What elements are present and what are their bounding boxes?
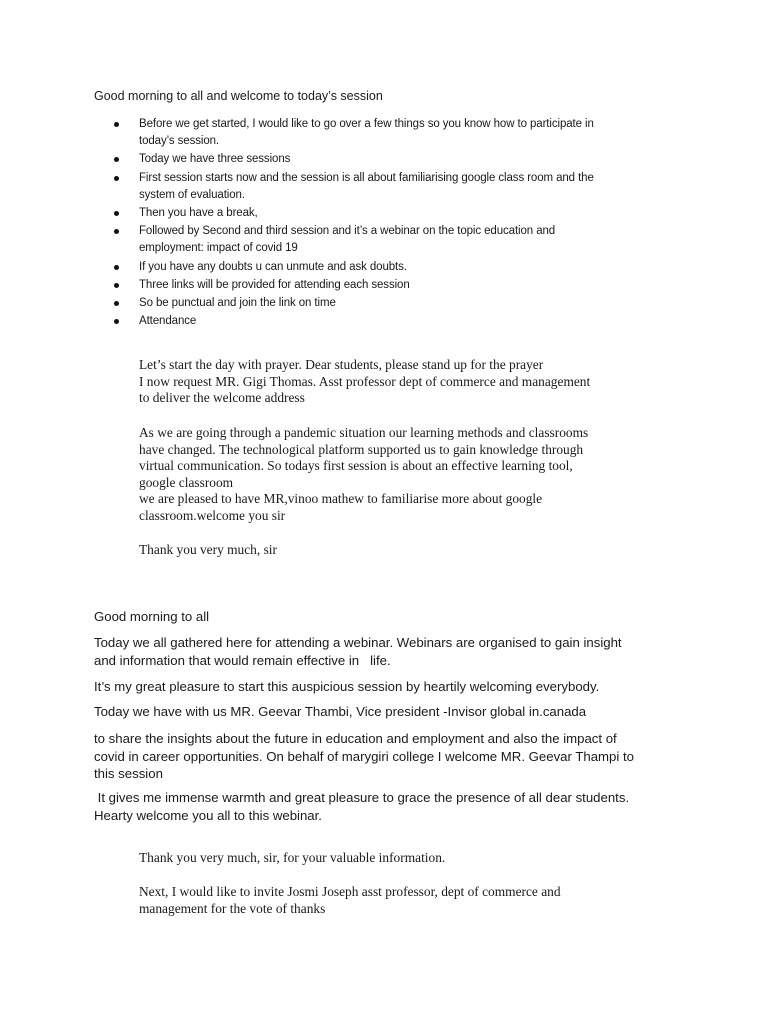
thank-you-line: Thank you very much, sir (139, 542, 277, 557)
closing-thanks: Thank you very much, sir, for your valuable information. (139, 850, 446, 865)
bullet-item: Then you have a break, (114, 205, 674, 222)
webinar-paragraph: It’s my great pleasure to start this auspicious session by heartily welcoming everybody. (94, 679, 600, 694)
agenda-bullet-list (114, 116, 674, 331)
webinar-paragraph: to share the insights about the future in education and employment and also the impact of covid in career opportunities. On behalf of marygiri college I welcome MR. Geevar Thampi to this session (94, 731, 634, 781)
bullet-dot-icon (114, 176, 119, 181)
intro-heading: Good morning to all and welcome to today’s session (94, 89, 383, 103)
webinar-paragraph: It gives me immense warmth and great pleasure to grace the presence of all dear students. Hearty welcome you all to this webinar. (94, 790, 630, 823)
bullet-dot-icon (114, 229, 119, 234)
bullet-item: Today we have three sessions (114, 151, 674, 168)
bullet-item: So be punctual and join the link on time (114, 295, 674, 312)
webinar-paragraph: Today we have with us MR. Geevar Thambi, Vice president -Invisor global in.canada (94, 704, 587, 719)
bullet-dot-icon (114, 319, 119, 324)
bullet-dot-icon (114, 122, 119, 127)
bullet-dot-icon (114, 157, 119, 162)
bullet-item: Before we get started, I would like to go over a few things so you know how to participate in today’s session. (114, 116, 674, 150)
webinar-paragraph: Today we all gathered here for attending a webinar. Webinars are organised to gain insight and information that would remain effective in life. (94, 635, 622, 668)
bullet-item: Attendance (114, 313, 674, 330)
classroom-paragraph: As we are going through a pandemic situation our learning methods and classrooms have changed. The technological platform supported us to gain knowledge through virtual communication. So todays first session is about an effective learning tool, google classroom we are pleased to have MR,vinoo mathew to familiarise more about google classroom.welcome you sir (139, 425, 589, 523)
vote-of-thanks-paragraph: Next, I would like to invite Josmi Joseph asst professor, dept of commerce and management for the vote of thanks (139, 884, 561, 916)
bullet-item: If you have any doubts u can unmute and ask doubts. (114, 259, 674, 276)
bullet-item: Three links will be provided for attending each session (114, 277, 674, 294)
bullet-dot-icon (114, 283, 119, 288)
bullet-dot-icon (114, 301, 119, 306)
bullet-item: Followed by Second and third session and it’s a webinar on the topic education and employment: impact of covid 19 (114, 223, 674, 257)
bullet-item: First session starts now and the session is all about familiarising google class room and the system of evaluation. (114, 170, 674, 204)
bullet-dot-icon (114, 211, 119, 216)
prayer-paragraph: Let’s start the day with prayer. Dear students, please stand up for the prayer I now request MR. Gigi Thomas. Asst professor dept of commerce and management to deliver the welcome address (139, 357, 591, 405)
bullet-dot-icon (114, 265, 119, 270)
webinar-greeting: Good morning to all (94, 609, 210, 624)
